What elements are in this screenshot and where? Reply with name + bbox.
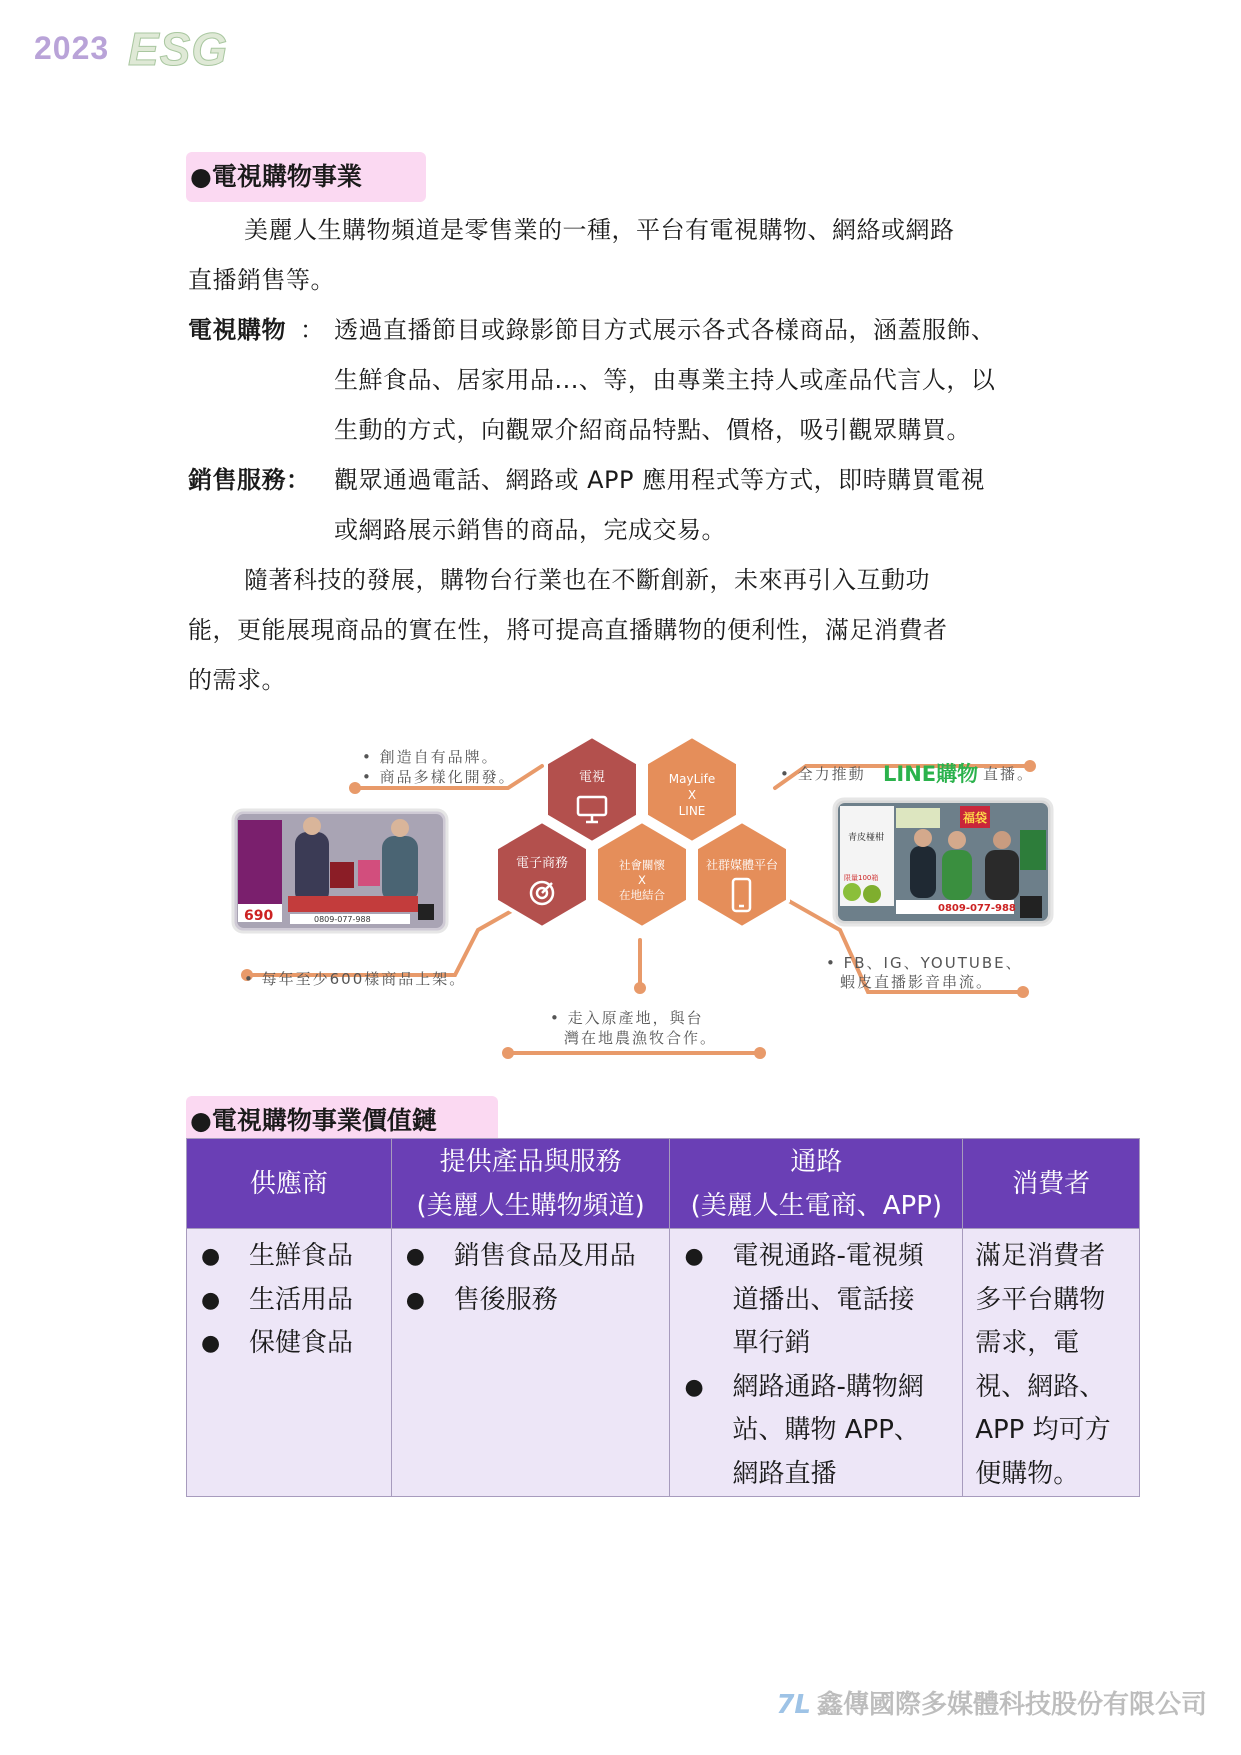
header-channel — [670, 1139, 963, 1229]
line-photo-badge: 福袋 — [963, 811, 988, 825]
intro-line-2: 直播銷售等。 — [188, 266, 335, 294]
consumer-line: 便購物。 — [975, 1458, 1080, 1489]
section-heading-value-chain: ●電視購物事業價值鏈 — [186, 1096, 498, 1146]
supplier-item: ● 生活用品 — [187, 1279, 391, 1323]
sales-service-line-1: 觀眾通過電話、網路或 APP 應用程式等方式，即時購買電視 — [334, 466, 986, 494]
channel-online-line: 站、購物 APP、 — [732, 1415, 920, 1445]
line-photo-stock: 限量100箱 — [844, 874, 879, 882]
hex-social-media-label: 社群媒體平台 — [705, 858, 779, 872]
intro-line-1: 美麗人生購物頻道是零售業的一種，平台有電視購物、網絡或網路 — [244, 216, 955, 244]
supplier-item: ● 保健食品 — [187, 1322, 391, 1366]
note-own-brand: • 創造自有品牌。 — [362, 748, 499, 766]
header-supplier: 供應商 — [187, 1139, 392, 1229]
header-channel-line-1: 通路 — [790, 1146, 843, 1177]
sales-service-label: 銷售服務： — [188, 466, 311, 494]
supplier-item: ● 生鮮食品 — [187, 1235, 391, 1279]
line-photo-item: 青皮椪柑 — [848, 833, 885, 843]
hex-maylife-label-1: MayLife — [668, 772, 716, 786]
consumer-line: 滿足消費者 — [975, 1241, 1106, 1271]
consumer-cell — [963, 1229, 1140, 1497]
hex-tv — [546, 736, 638, 843]
product-item: ● 售後服務 — [392, 1279, 670, 1323]
hex-ecommerce-label: 電子商務 — [515, 856, 569, 871]
header-products-services — [391, 1139, 670, 1229]
hex-maylife-label-2: X — [687, 788, 697, 802]
report-year: 2023 — [34, 30, 110, 66]
supplier-cell — [187, 1229, 392, 1497]
header-consumer: 消費者 — [963, 1139, 1140, 1229]
header-products-line-1: 提供產品與服務 — [439, 1146, 622, 1177]
sales-service-line-2: 或網路展示銷售的商品，完成交易。 — [334, 516, 726, 544]
consumer-line: 需求，電 — [975, 1328, 1080, 1358]
note-line-brand: LINE購物 — [883, 762, 979, 786]
channel-tv-line: ● 電視通路-電視頻 — [732, 1241, 924, 1271]
tv-shopping-colon: ： — [300, 316, 325, 344]
future-line-2: 能，更能展現商品的實在性，將可提高直播購物的便利性，滿足消費者 — [188, 616, 948, 644]
tv-photo-phone: 0809-077-988 — [314, 915, 371, 924]
header-products-line-2: (美麗人生購物頻道) — [416, 1190, 645, 1221]
note-product-diversity: • 商品多樣化開發。 — [362, 768, 516, 786]
product-item: ● 銷售食品及用品 — [392, 1235, 670, 1279]
channel-tv-line: 單行銷 — [732, 1328, 811, 1358]
consumer-line: 視、網路、 — [975, 1371, 1106, 1402]
section-heading-tv-shopping: ●電視購物事業 — [186, 152, 426, 202]
hex-maylife-label-3: LINE — [678, 804, 706, 818]
channel-item-online — [670, 1366, 962, 1497]
tv-shopping-label: 電視購物 — [188, 316, 286, 344]
products-cell — [391, 1229, 670, 1497]
footer-company — [776, 1684, 1207, 1721]
note-origin-2: 灣在地農漁牧合作。 — [564, 1029, 718, 1047]
hex-social-label-1: 社會關懷 — [619, 858, 665, 872]
channel-online-line: ● 網路通路-購物網 — [732, 1371, 924, 1402]
line-livestream-photo — [834, 799, 1052, 925]
tv-shopping-line-3: 生動的方式，向觀眾介紹商品特點、價格，吸引觀眾購買。 — [334, 416, 971, 444]
channel-cell — [670, 1229, 963, 1497]
consumer-line: 多平台購物 — [975, 1284, 1106, 1315]
esg-logo-text: ESG — [128, 23, 229, 75]
channel-online-line: 網路直播 — [732, 1458, 837, 1489]
value-chain-header-row — [187, 1139, 1140, 1229]
header-channel-line-2: (美麗人生電商、APP) — [690, 1190, 943, 1221]
value-chain-table — [186, 1138, 1140, 1497]
tv-shopping-line-2: 生鮮食品、居家用品...、等，由專業主持人或產品代言人，以 — [334, 366, 996, 394]
note-origin-1: • 走入原產地，與台 — [550, 1009, 704, 1027]
future-line-1: 隨著科技的發展，購物台行業也在不斷創新，未來再引入互動功 — [244, 566, 930, 594]
company-name: 鑫傳國際多媒體科技股份有限公司 — [816, 1690, 1207, 1720]
future-line-3: 的需求。 — [188, 666, 286, 694]
note-social-platforms: • FB、IG、YOUTUBE、 — [826, 954, 1023, 972]
hex-social-label-2: X — [638, 873, 646, 887]
note-line-suffix: 直播。 — [983, 765, 1035, 783]
company-logo-icon: 7L — [776, 1690, 811, 1720]
tv-photo-price: 690 — [244, 908, 274, 924]
consumer-line: APP 均可方 — [975, 1415, 1111, 1445]
hex-tv-label: 電視 — [578, 770, 606, 785]
note-products-listed: • 每年至少600樣商品上架。 — [244, 970, 467, 988]
line-photo-phone: 0809-077-988 — [938, 903, 1016, 914]
note-line-prefix: • 全力推動 — [780, 765, 866, 783]
hex-social-label-3: 在地結合 — [619, 888, 665, 902]
tv-studio-photo — [233, 810, 447, 932]
note-shopee-stream: 蝦皮直播影音串流。 — [840, 973, 994, 991]
channel-item-tv — [670, 1235, 962, 1366]
tv-shopping-line-1: 透過直播節目或錄影節目方式展示各式各樣商品，涵蓋服飾、 — [334, 316, 996, 344]
value-chain-body-row — [187, 1229, 1140, 1497]
channel-tv-line: 道播出、電話接 — [732, 1284, 915, 1315]
